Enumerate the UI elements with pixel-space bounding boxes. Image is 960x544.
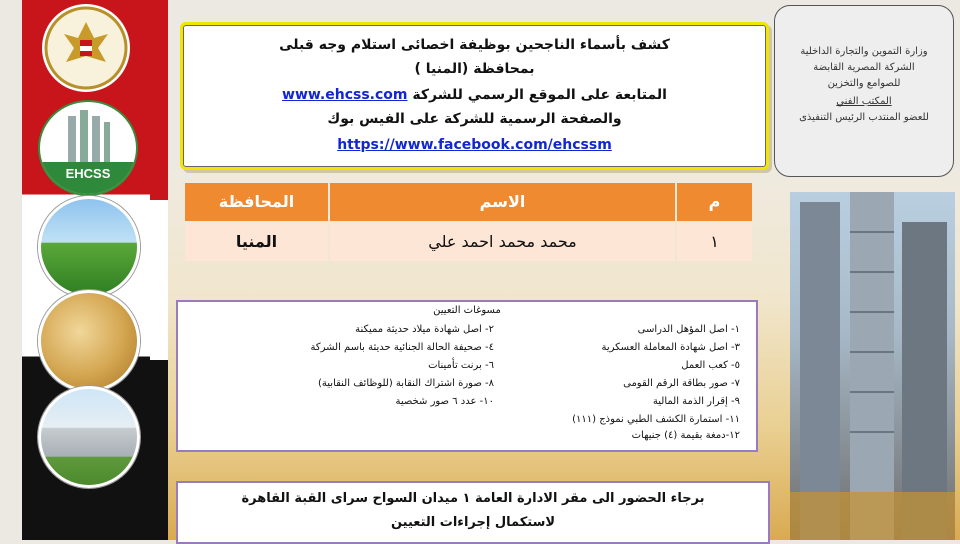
ministry-line-4: المكتب الفني [836,96,892,107]
title-line-3 [183,87,766,103]
req-left-3: ٦- برنت تأمينات [428,360,494,371]
eagle-logo [42,4,130,92]
req-right-6: ١١- استمارة الكشف الطبي نموذج (١١١) [572,414,740,425]
req-right-4: ٧- صور بطاقة الرقم القومى [623,378,740,389]
req-right-2: ٣- اصل شهادة المعاملة العسكرية [601,342,740,353]
ministry-line-3: للصوامع والتخزين [827,78,901,89]
wheat-grain-photo [38,290,140,392]
silos-photo [38,386,140,488]
attendance-notice-box [176,481,770,544]
cell-governorate: المنيا [185,223,328,261]
website-link[interactable]: www.ehcss.com [282,87,408,103]
irrigation-photo [38,196,140,298]
silo-tower-photo [790,192,955,540]
req-right-5: ٩- إقرار الذمة المالية [652,396,740,407]
ehcss-logo [38,100,138,196]
cell-name: محمد محمد احمد علي [330,223,675,261]
header-governorate: المحافظة [185,183,328,221]
notice-line-1: برجاء الحضور الى مقر الادارة العامة ١ ميدان السواح سراى القبة القاهرة [241,491,705,506]
ministry-line-1: وزارة التموين والتجارة الداخلية [800,46,928,57]
facebook-link[interactable]: https://www.facebook.com/ehcssm [337,137,612,153]
ministry-line-5: للعضو المنتدب الرئيس التنفيذى [799,112,929,123]
header-name: الاسم [330,183,675,221]
requirements-title: مسوغات التعيين [433,305,501,316]
req-left-4: ٨- صورة اشتراك النقابة (للوظائف النقابية) [318,378,494,389]
req-right-3: ٥- كعب العمل [681,360,740,371]
announcement-title-box [180,22,769,170]
title-line-3-text: المتابعة على الموقع الرسمي للشركة [412,87,667,103]
title-line-4: والصفحة الرسمية للشركة على الفيس بوك [327,111,622,127]
flag-stripe [150,0,168,540]
ehcss-logo-text: EHCSS [65,166,111,181]
header-number: م [677,183,752,221]
title-line-2: بمحافظة (المنيا ) [414,61,535,77]
facebook-link-line [183,137,766,153]
req-right-1: ١- اصل المؤهل الدراسى [637,324,740,335]
notice-line-2: لاستكمال إجراءات التعيين [390,515,556,530]
req-right-7: ١٢-دمغة بقيمة (٤) جنيهات [631,430,740,441]
req-left-5: ١٠- عدد ٦ صور شخصية [395,396,494,407]
ministry-line-2: الشركة المصرية القابضة [813,62,915,73]
cell-number: ١ [677,223,752,261]
req-left-1: ٢- اصل شهادة ميلاد حديثة مميكنة [355,324,494,335]
ministry-box [774,5,954,177]
title-line-1: كشف بأسماء الناجحين بوظيفة اخصائى استلام وجه قبلى [279,37,670,53]
req-left-2: ٤- صحيفة الحالة الجنائية حديثة باسم الشركة [310,342,494,353]
requirements-box [176,300,758,452]
